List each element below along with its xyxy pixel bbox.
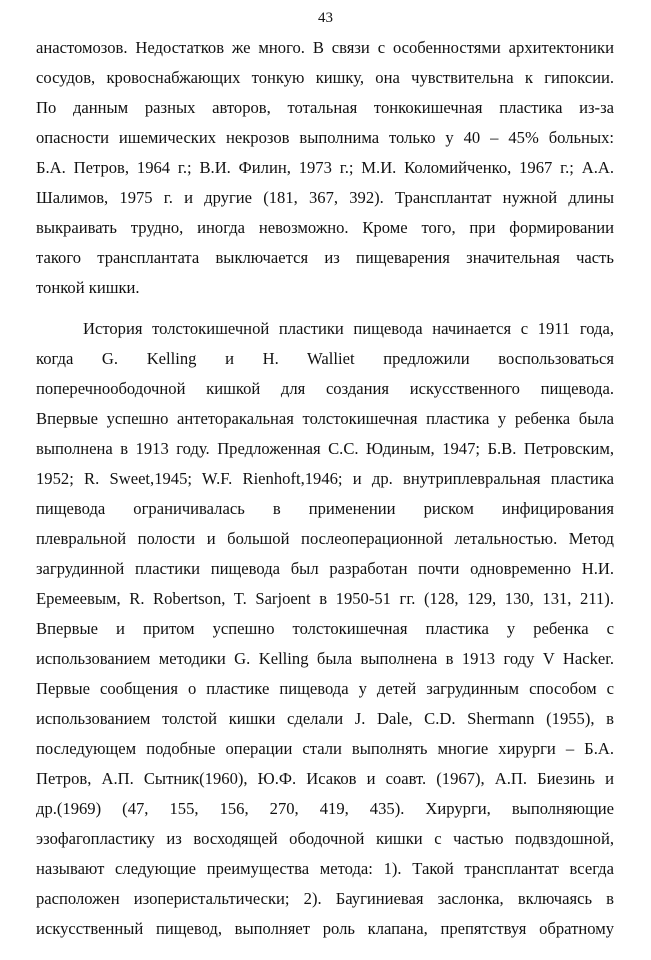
text-line: искусственный пищевод, выполняет роль клапана, препятствуя обратному — [36, 919, 614, 938]
text-line: выполнена в 1913 году. Предложенная С.С. Юдиным, 1947; Б.В. Петровским, — [36, 439, 614, 458]
text-line: др.(1969) (47, 155, 156, 270, 419, 435). Хирурги, выполняющие — [36, 799, 614, 818]
text-line: использованием методики G. Kelling была выполнена в 1913 году V Hacker. — [36, 649, 614, 668]
text-line: опасности ишемических некрозов выполнима только у 40 – 45% больных: — [36, 128, 614, 147]
text-line: Петров, А.П. Сытник(1960), Ю.Ф. Исаков и соавт. (1967), А.П. Биезинь и — [36, 769, 614, 788]
text-line: плевральной полости и большой послеоперационной летальностью. Метод — [36, 529, 614, 548]
text-line: эзофагопластику из восходящей ободочной кишки с частью подвздошной, — [36, 829, 614, 848]
text-line: Впервые и притом успешно толстокишечная пластика у ребенка с — [36, 619, 614, 638]
text-line: Еремеевым, R. Robertson, T. Sarjoent в 1950-51 гг. (128, 129, 130, 131, 211). — [36, 589, 614, 608]
text-line: называют следующие преимущества метода: 1). Такой трансплантат всегда — [36, 859, 614, 878]
text-line: История толстокишечной пластики пищевода начинается с 1911 года, — [83, 319, 614, 338]
text-line: когда G. Kelling и H. Walliet предложили воспользоваться — [36, 349, 614, 368]
text-line: поперечноободочной кишкой для создания искусственного пищевода. — [36, 379, 614, 398]
text-line: такого трансплантата выключается из пищеварения значительная часть — [36, 248, 614, 267]
text-line: тонкой кишки. — [36, 278, 140, 297]
text-line: Первые сообщения о пластике пищевода у детей загрудинным способом с — [36, 679, 614, 698]
text-line: выкраивать трудно, иногда невозможно. Кроме того, при формировании — [36, 218, 614, 237]
text-line: расположен изоперистальтически; 2). Баугиниевая заслонка, включаясь в — [36, 889, 614, 908]
page-number: 43 — [318, 10, 333, 26]
text-line: По данным разных авторов, тотальная тонкокишечная пластика из-за — [36, 98, 614, 117]
text-line: Б.А. Петров, 1964 г.; В.И. Филин, 1973 г.; М.И. Коломийченко, 1967 г.; А.А. — [36, 158, 614, 177]
paragraph-2 — [36, 314, 614, 944]
text-line: последующем подобные операции стали выполнять многие хирурги – Б.А. — [36, 739, 614, 758]
text-line: 1952; R. Sweet,1945; W.F. Rienhoft,1946; и др. внутриплевральная пластика — [36, 469, 614, 488]
text-line: сосудов, кровоснабжающих тонкую кишку, она чувствительна к гипоксии. — [36, 68, 614, 87]
paragraph-1 — [36, 33, 614, 303]
text-line: использованием толстой кишки сделали J. Dale, C.D. Shermann (1955), в — [36, 709, 614, 728]
text-line: Шалимов, 1975 г. и другие (181, 367, 392). Трансплантат нужной длины — [36, 188, 614, 207]
text-line: загрудинной пластики пищевода был разработан почти одновременно Н.И. — [36, 559, 614, 578]
text-line: Впервые успешно антеторакальная толстокишечная пластика у ребенка была — [36, 409, 614, 428]
text-line: пищевода ограничивалась в применении риском инфицирования — [36, 499, 614, 518]
text-line: анастомозов. Недостатков же много. В связи с особенностями архитектоники — [36, 38, 614, 57]
